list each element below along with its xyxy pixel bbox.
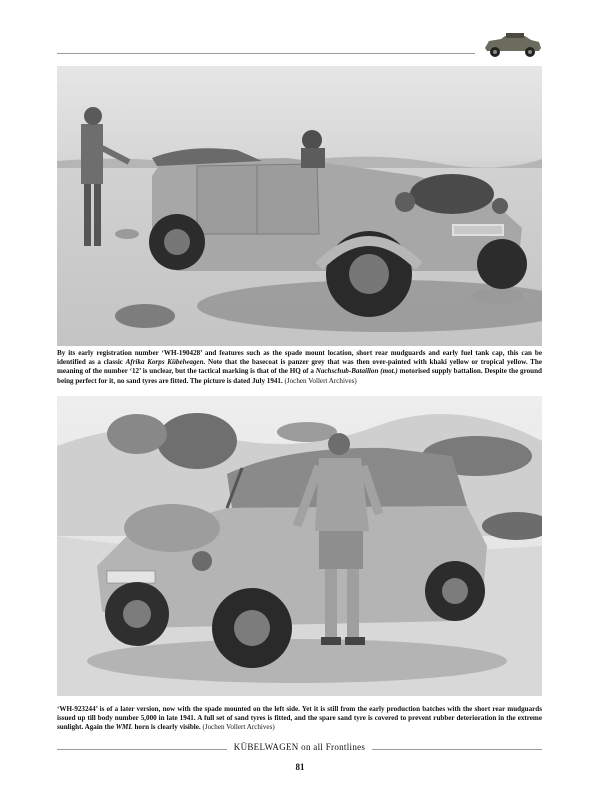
caption-1-text-c: motorised supply battalion. Despite the ground being perfect for it, no sand tyres are fitted. The picture is dated July 1941. (57, 367, 542, 385)
footer-rule-right (372, 749, 542, 750)
running-title: KÜBELWAGEN on all Frontlines (233, 742, 366, 752)
caption-1-text-a: By its early registration number ‘WH-190428’ and features such as the spade mount location, short rear mudguards and early fuel tank cap, this can be identified as a classic (57, 349, 542, 367)
caption-1-italic-b: Nachschub-Bataillon (mot.) (315, 367, 398, 376)
kubelwagen-silhouette-icon (479, 30, 545, 60)
photo-2-caption (57, 705, 542, 733)
caption-2-text-a: ‘WH-923244’ is of a later version, now with the spade mounted on the left side. Yet it is still from the early production batches with the short rear mudguards issued up till body number 5,000 in late 1941. A full set of sand tyres is fitted, and the spare sand tyre is covered to prevent rubber deterioration in the extreme sunlight. Again the (57, 705, 542, 732)
caption-2-italic-a: WML (115, 723, 133, 732)
caption-1-credit: (Jochen Vollert Archives) (284, 376, 357, 385)
caption-1-italic-a: Afrika Korps Kübelwagen (125, 358, 204, 367)
kubelwagen-photo-1 (57, 66, 542, 346)
caption-2-credit: (Jochen Vollert Archives) (202, 723, 275, 732)
caption-1-text-b: . Note that the basecoat is panzer grey that was then over-painted with khaki yellow or tropical yellow. The meaning of the number ‘12’ is unclear, but the tactical marking is that of the HQ of a (57, 358, 543, 376)
kubelwagen-photo-2 (57, 396, 542, 696)
header-rule (57, 53, 475, 54)
photo-1-caption (57, 349, 542, 386)
page-number: 81 (295, 762, 305, 772)
caption-2-text-b: horn is clearly visible. (132, 723, 203, 732)
page-footer (57, 742, 542, 756)
